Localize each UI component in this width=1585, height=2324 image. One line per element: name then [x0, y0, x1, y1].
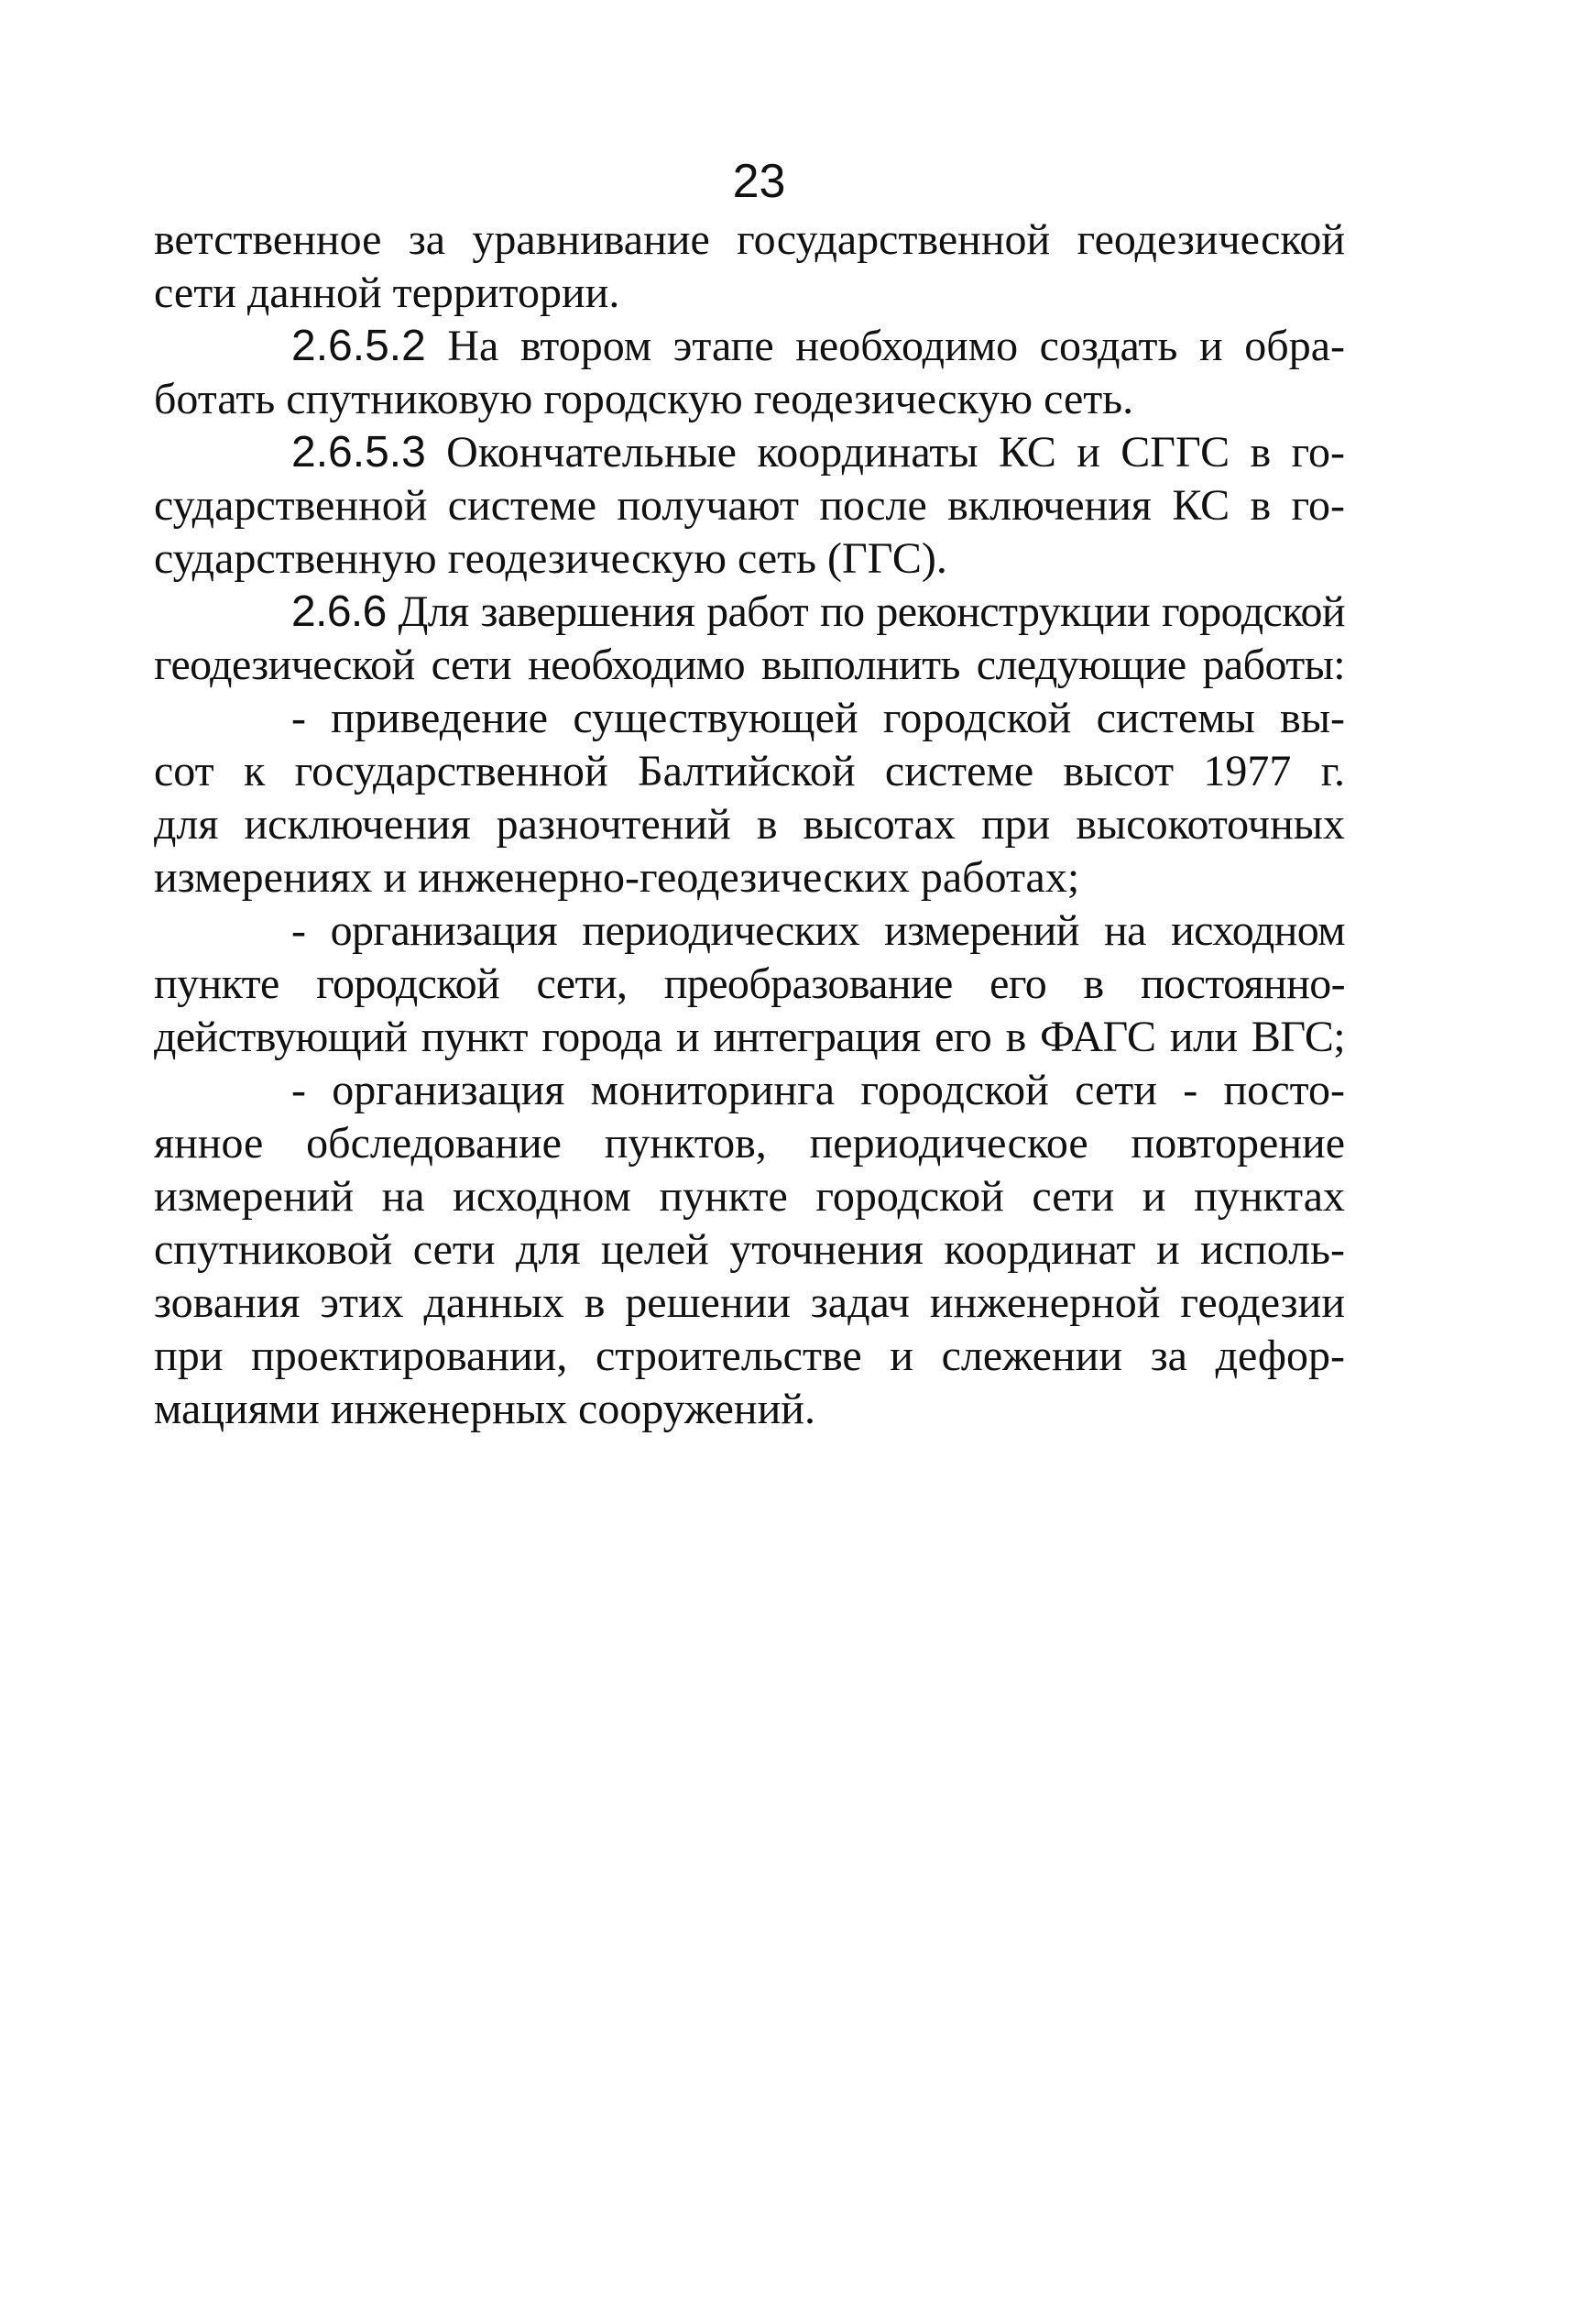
text-line: для исключения разночтений в высотах при высокоточных: [154, 800, 1345, 849]
section-number: 2.6.5.2: [291, 322, 426, 370]
text-line: при проектировании, строительстве и слежении за дефор-: [154, 1332, 1345, 1380]
text-line: измерениях и инженерно-геодезических работах;: [154, 853, 1080, 902]
text-line: измерений на исходном пункте городской сети и пунктах: [154, 1172, 1345, 1221]
text-line: Для завершения работ по реконструкции городской: [386, 587, 1345, 636]
text-line: действующий пункт города и интеграция его в ФАГС или ВГС;: [154, 1013, 1345, 1061]
document-body: [154, 214, 1345, 1436]
text-line: геодезической сети необходимо выполнить следующие работы:: [154, 641, 1345, 689]
section-number: 2.6.6: [291, 587, 387, 636]
text-line: сот к государственной Балтийской системе высот 1977 г.: [154, 747, 1345, 795]
list-item-line: - приведение существующей городской системы вы-: [291, 694, 1345, 742]
text-line: сударственной системе получают после включения КС в го-: [154, 481, 1345, 530]
text-line: На втором этапе необходимо создать и обра-: [425, 322, 1345, 370]
text-line: ботать спутниковую городскую геодезическую сеть.: [154, 375, 1134, 423]
text-line: пункте городской сети, преобразование его в постоянно-: [154, 959, 1345, 1008]
text-line: спутниковой сети для целей уточнения координат и исполь-: [154, 1225, 1345, 1274]
text-line: зования этих данных в решении задач инженерной геодезии: [154, 1278, 1345, 1327]
section-number: 2.6.5.3: [291, 428, 426, 477]
text-line: сударственную геодезическую сеть (ГГС).: [154, 534, 947, 583]
paragraph-2-6-6: [154, 586, 1345, 639]
text-line: ветственное за уравнивание государственной геодезической: [154, 215, 1345, 264]
paragraph-2-6-5-2: [154, 320, 1345, 373]
text-line: сети данной территории.: [154, 269, 620, 317]
text-line: мациями инженерных сооружений.: [154, 1385, 815, 1433]
list-item-line: - организация мониторинга городской сети - посто-: [291, 1066, 1345, 1114]
page-number: 23: [732, 155, 786, 208]
text-line: янное обследование пунктов, периодическое повторение: [154, 1119, 1345, 1167]
text-line: Окончательные координаты КС и СГГС в го-: [425, 428, 1345, 477]
paragraph-2-6-5-3: [154, 426, 1345, 479]
list-item-line: - организация периодических измерений на исходном: [291, 906, 1345, 955]
